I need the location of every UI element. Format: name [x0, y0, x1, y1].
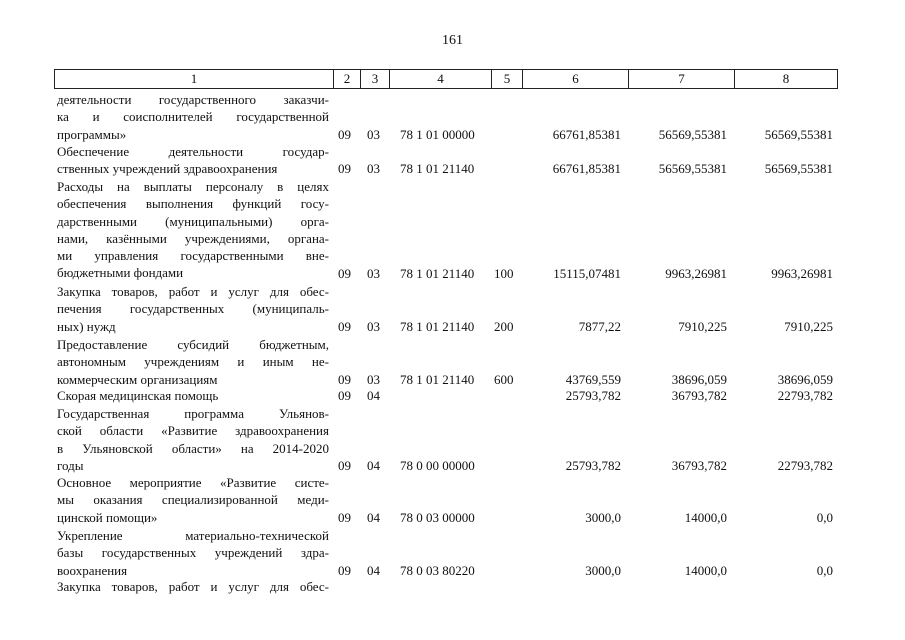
description-line: в Ульяновской области» на 2014-2020: [57, 440, 329, 456]
description-line: Государственная программа Ульянов-: [57, 406, 329, 421]
expense-type-code: 100: [494, 265, 514, 281]
description-line: нами, казёнными учреждениями, органа-: [57, 230, 329, 246]
subsection-code: 03: [367, 318, 380, 334]
subsection-code: 03: [367, 126, 380, 142]
row-description: [57, 405, 329, 474]
target-article-code: 78 1 01 00000: [400, 126, 475, 142]
row-description: [57, 143, 329, 178]
description-line: мы оказания специализированной меди-: [57, 492, 329, 508]
description-line: Скорая медицинская помощь: [57, 388, 219, 403]
target-article-code: 78 1 01 21140: [400, 318, 475, 334]
amount-col-6: 15115,07481: [553, 265, 621, 281]
chapter-code: 09: [338, 126, 351, 142]
amount-col-8: 38696,059: [777, 371, 833, 387]
chapter-code: 09: [338, 161, 351, 177]
amount-col-8: 7910,225: [784, 318, 833, 334]
amount-col-8: 22793,782: [777, 457, 833, 473]
row-description: [57, 178, 329, 282]
subsection-code: 03: [367, 161, 380, 177]
header-col-7: 7: [628, 69, 734, 89]
amount-col-6: 43769,559: [565, 371, 621, 387]
description-line: автономным учреждениям и иным не-: [57, 354, 329, 370]
row-description: [57, 474, 329, 526]
chapter-code: 09: [338, 562, 351, 578]
amount-col-7: 7910,225: [678, 318, 727, 334]
subsection-code: 04: [367, 562, 380, 578]
expense-type-code: 200: [494, 318, 514, 334]
amount-col-6: 66761,85381: [552, 126, 621, 142]
amount-col-6: 66761,85381: [552, 161, 621, 177]
row-description: [57, 336, 329, 388]
amount-col-6: 3000,0: [585, 562, 621, 578]
subsection-code: 04: [367, 457, 380, 473]
target-article-code: 78 0 03 00000: [400, 509, 475, 525]
description-line: ка и соисполнителей государственной: [57, 109, 329, 125]
header-col-2: 2: [333, 69, 360, 89]
amount-col-7: 56569,55381: [658, 126, 727, 142]
chapter-code: 09: [338, 388, 351, 403]
chapter-code: 09: [338, 265, 351, 281]
target-article-code: 78 1 01 21140: [400, 371, 475, 387]
amount-col-8: 0,0: [816, 509, 833, 525]
page-number: 161: [442, 33, 463, 48]
description-line: Закупка товаров, работ и услуг для обес-: [57, 579, 329, 594]
subsection-code: 03: [367, 371, 380, 387]
description-line: ных) нужд: [57, 318, 116, 334]
description-line: деятельности государственного заказчи-: [57, 92, 329, 107]
amount-col-6: 7877,22: [578, 318, 621, 334]
amount-col-8: 9963,26981: [771, 265, 833, 281]
amount-col-7: 56569,55381: [658, 161, 727, 177]
target-article-code: 78 0 03 80220: [400, 562, 475, 578]
subsection-code: 04: [367, 388, 380, 403]
amount-col-8: 0,0: [816, 562, 833, 578]
header-col-4: 4: [389, 69, 491, 89]
amount-col-6: 25793,782: [565, 457, 621, 473]
header-col-8: 8: [734, 69, 838, 89]
description-line: коммерческим организациям: [57, 371, 218, 387]
description-line: Предоставление субсидий бюджетным,: [57, 337, 329, 352]
description-line: обеспечения выполнения функций госу-: [57, 196, 329, 212]
row-description: [57, 578, 329, 595]
description-line: дарственными (муниципальными) орга-: [57, 213, 329, 229]
row-description: [57, 527, 329, 579]
target-article-code: 78 0 00 00000: [400, 457, 475, 473]
amount-col-8: 22793,782: [777, 388, 833, 403]
description-line: цинской помощи»: [57, 509, 158, 525]
header-col-3: 3: [360, 69, 389, 89]
description-line: Расходы на выплаты персоналу в целях: [57, 179, 329, 194]
description-line: воохранения: [57, 562, 128, 578]
amount-col-6: 25793,782: [565, 388, 621, 403]
target-article-code: 78 1 01 21140: [400, 161, 475, 177]
description-line: годы: [57, 457, 84, 473]
amount-col-6: 3000,0: [585, 509, 621, 525]
description-line: ственных учреждений здравоохранения: [57, 161, 278, 177]
expense-type-code: 600: [494, 371, 514, 387]
subsection-code: 03: [367, 265, 380, 281]
amount-col-8: 56569,55381: [764, 126, 833, 142]
subsection-code: 04: [367, 509, 380, 525]
header-col-5: 5: [491, 69, 522, 89]
chapter-code: 09: [338, 318, 351, 334]
description-line: программы»: [57, 126, 127, 142]
row-description: [57, 283, 329, 335]
amount-col-7: 36793,782: [671, 388, 727, 403]
description-line: Основное мероприятие «Развитие систе-: [57, 475, 329, 490]
amount-col-7: 14000,0: [684, 562, 727, 578]
header-col-6: 6: [522, 69, 628, 89]
amount-col-7: 36793,782: [671, 457, 727, 473]
header-col-1: 1: [54, 69, 333, 89]
row-description: [57, 387, 329, 404]
description-line: печения государственных (муниципаль-: [57, 301, 329, 317]
description-line: Обеспечение деятельности государ-: [57, 144, 329, 159]
amount-col-7: 38696,059: [671, 371, 727, 387]
chapter-code: 09: [338, 509, 351, 525]
description-line: ской области «Развитие здравоохранения: [57, 423, 329, 439]
chapter-code: 09: [338, 371, 351, 387]
description-line: Укрепление материально-технической: [57, 528, 329, 543]
description-line: Закупка товаров, работ и услуг для обес-: [57, 284, 329, 299]
chapter-code: 09: [338, 457, 351, 473]
row-description: [57, 91, 329, 143]
description-line: ми управления государственными вне-: [57, 248, 329, 264]
target-article-code: 78 1 01 21140: [400, 265, 475, 281]
description-line: бюджетными фондами: [57, 265, 184, 281]
amount-col-7: 14000,0: [684, 509, 727, 525]
amount-col-8: 56569,55381: [764, 161, 833, 177]
description-line: базы государственных учреждений здра-: [57, 545, 329, 561]
amount-col-7: 9963,26981: [665, 265, 727, 281]
